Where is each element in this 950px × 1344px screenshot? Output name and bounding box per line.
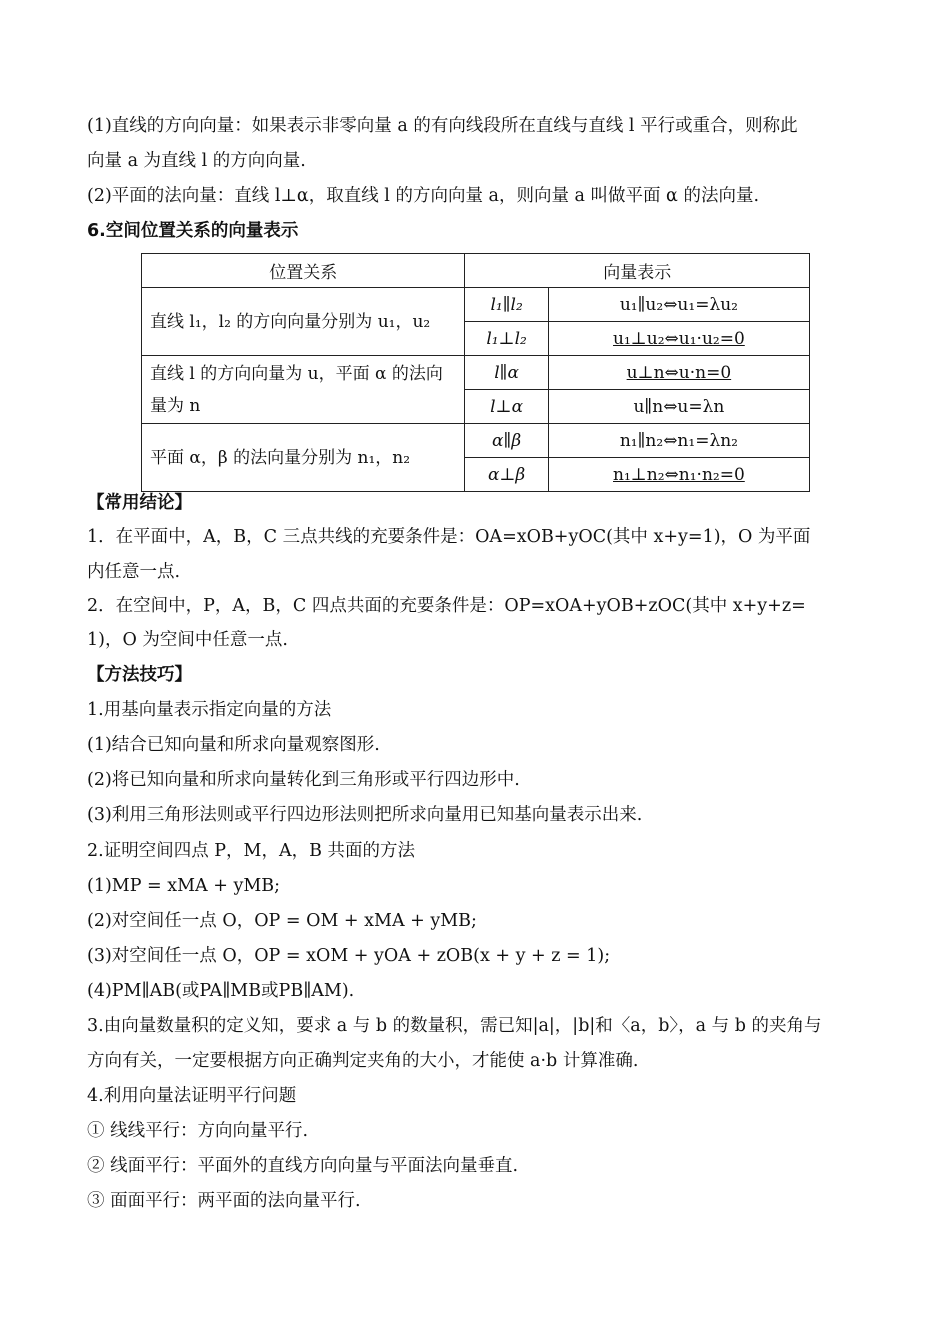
representation-cell: u⊥n⇔u·n=0 xyxy=(548,356,809,390)
intro-line-1: (1)直线的方向向量：如果表示非零向量 a 的有向线段所在直线与直线 l 平行或重合，则称此 xyxy=(87,116,798,136)
method-line: (3)对空间任一点 O，OP = xOM + yOA + zOB(x + y + z = 1); xyxy=(87,946,611,966)
header-relation: 位置关系 xyxy=(142,254,465,288)
table-row xyxy=(142,356,810,390)
group-desc-planes: 平面 α，β 的法向量分别为 n₁，n₂ xyxy=(142,424,465,492)
relation-cell: l₁⊥l₂ xyxy=(465,322,548,356)
representation-cell: n₁∥n₂⇔n₁=λn₂ xyxy=(548,424,809,458)
relation-cell: l∥α xyxy=(465,356,548,390)
intro-line-2: 向量 a 为直线 l 的方向向量. xyxy=(87,151,306,171)
method-line: (4)PM∥AB(或PA∥MB或PB∥AM). xyxy=(87,981,355,1001)
intro-line-3: (2)平面的法向量：直线 l⊥α，取直线 l 的方向向量 a，则向量 a 叫做平面 α 的法向量. xyxy=(87,186,760,206)
relation-cell: α⊥β xyxy=(465,458,548,492)
section-6-title: 6.空间位置关系的向量表示 xyxy=(87,221,299,241)
conclusions-title: 【常用结论】 xyxy=(87,493,192,513)
table-row xyxy=(142,424,810,458)
conclusion-2-line-1: 2．在空间中，P，A，B，C 四点共面的充要条件是：OP=xOA+yOB+zOC(其中 x+y+z= xyxy=(87,596,806,616)
representation-cell: u₁⊥u₂⇔u₁·u₂=0 xyxy=(548,322,809,356)
method-line: 2.证明空间四点 P，M，A，B 共面的方法 xyxy=(87,841,416,861)
conclusion-1-line-1: 1．在平面中，A，B，C 三点共线的充要条件是：OA=xOB+yOC(其中 x+y=1)，O 为平面 xyxy=(87,527,811,547)
relation-cell: l⊥α xyxy=(465,390,548,424)
method-line: 方向有关，一定要根据方向正确判定夹角的大小，才能使 a·b 计算准确. xyxy=(87,1051,639,1071)
representation-cell: n₁⊥n₂⇔n₁·n₂=0 xyxy=(548,458,809,492)
method-line: 1.用基向量表示指定向量的方法 xyxy=(87,700,332,720)
method-line: ② 线面平行：平面外的直线方向向量与平面法向量垂直. xyxy=(87,1156,519,1176)
conclusion-2-line-2: 1)，O 为空间中任意一点. xyxy=(87,630,288,650)
method-line: (2)对空间任一点 O，OP = OM + xMA + yMB; xyxy=(87,911,477,931)
method-line: 4.利用向量法证明平行问题 xyxy=(87,1086,297,1106)
relation-cell: α∥β xyxy=(465,424,548,458)
representation-cell: u₁∥u₂⇔u₁=λu₂ xyxy=(548,288,809,322)
table-row xyxy=(142,288,810,322)
conclusion-1-line-2: 内任意一点. xyxy=(87,562,181,582)
table-header-row xyxy=(142,254,810,288)
group-desc-line-plane: 直线 l 的方向向量为 u，平面 α 的法向量为 n xyxy=(142,356,465,424)
method-line: (1)结合已知向量和所求向量观察图形. xyxy=(87,735,380,755)
method-line: (2)将已知向量和所求向量转化到三角形或平行四边形中. xyxy=(87,770,520,790)
group-desc-lines: 直线 l₁，l₂ 的方向向量分别为 u₁，u₂ xyxy=(142,288,465,356)
method-line: ③ 面面平行：两平面的法向量平行. xyxy=(87,1191,361,1211)
method-line: (1)MP = xMA + yMB; xyxy=(87,876,281,896)
method-line: (3)利用三角形法则或平行四边形法则把所求向量用已知基向量表示出来. xyxy=(87,805,643,825)
header-vector: 向量表示 xyxy=(465,254,810,288)
vector-representation-table xyxy=(141,253,810,492)
relation-cell: l₁∥l₂ xyxy=(465,288,548,322)
method-line: 3.由向量数量积的定义知，要求 a 与 b 的数量积，需已知|a|，|b|和〈a，b〉，a 与 b 的夹角与 xyxy=(87,1016,822,1036)
method-line: ① 线线平行：方向向量平行. xyxy=(87,1121,309,1141)
representation-cell: u∥n⇔u=λn xyxy=(548,390,809,424)
methods-title: 【方法技巧】 xyxy=(87,665,192,685)
